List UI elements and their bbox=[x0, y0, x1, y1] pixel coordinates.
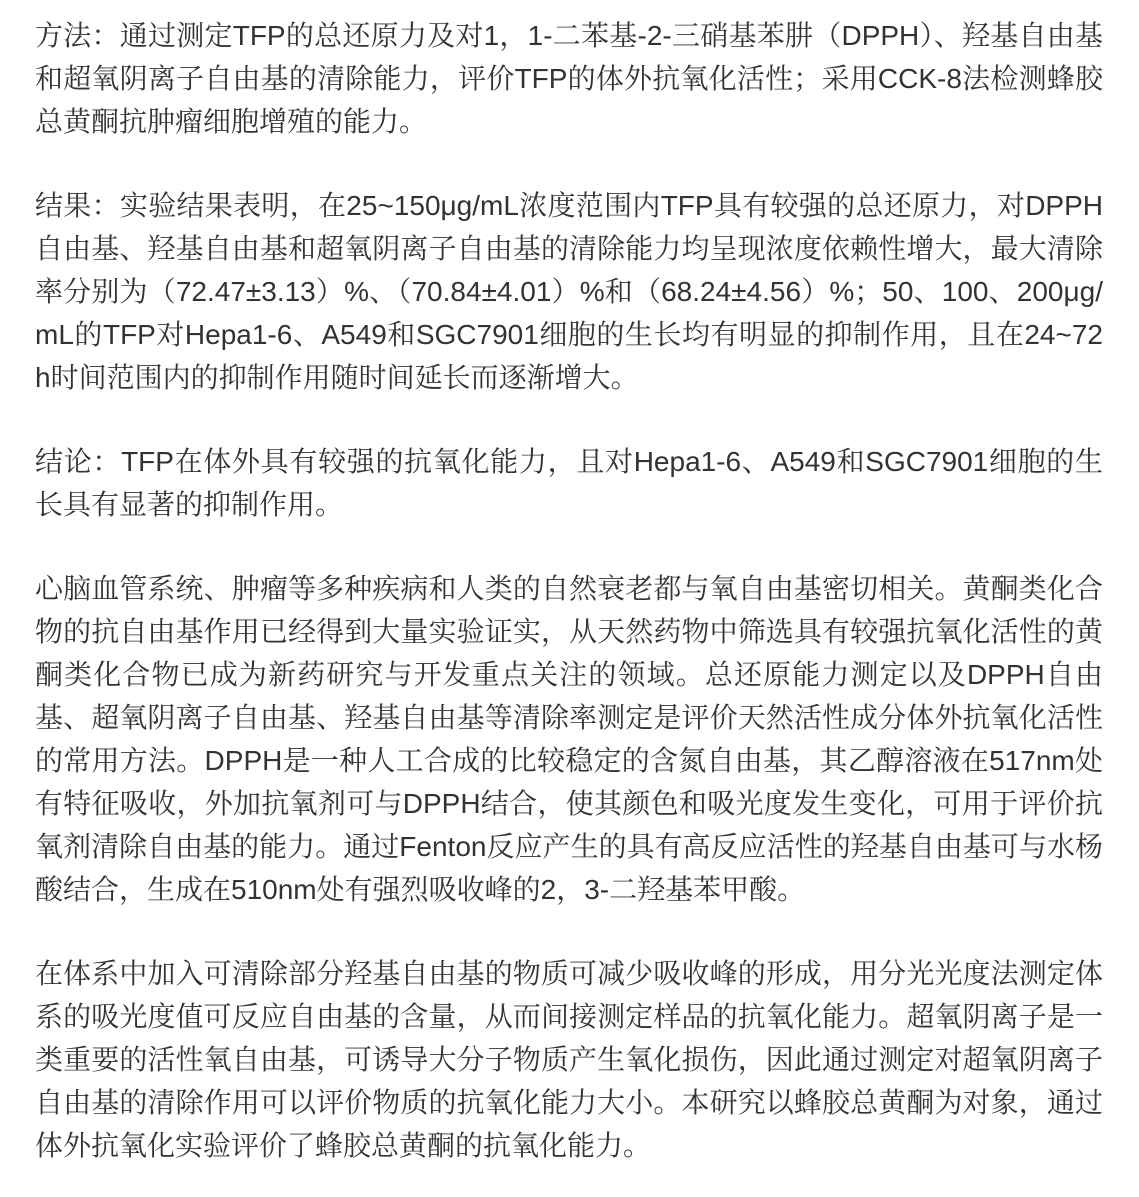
paragraph-results: 结果：实验结果表明，在25~150μg/mL浓度范围内TFP具有较强的总还原力，对DPPH自由基、羟基自由基和超氧阴离子自由基的清除能力均呈现浓度依赖性增大，最大清除率分别为（72.47±3.13）%、（70.84±4.01）%和（68.24±4.56）%；50、100、200μg/mL的TFP对Hepa1-6、A549和SGC7901细胞的生长均有明显的抑制作用，且在24~72h时间范围内的抑制作用随时间延长而逐渐增大。 bbox=[35, 190, 1103, 393]
paragraph-background-1: 心脑血管系统、肿瘤等多种疾病和人类的自然衰老都与氧自由基密切相关。黄酮类化合物的抗自由基作用已经得到大量实验证实，从天然药物中筛选具有较强抗氧化活性的黄酮类化合物已成为新药研究与开发重点关注的领域。总还原能力测定以及DPPH自由基、超氧阴离子自由基、羟基自由基等清除率测定是评价天然活性成分体外抗氧化活性的常用方法。DPPH是一种人工合成的比较稳定的含氮自由基，其乙醇溶液在517nm处有特征吸收，外加抗氧剂可与DPPH结合，使其颜色和吸光度发生变化，可用于评价抗氧剂清除自由基的能力。通过Fenton反应产生的具有高反应活性的羟基自由基可与水杨酸结合，生成在510nm处有强烈吸收峰的2，3-二羟基苯甲酸。 bbox=[35, 573, 1103, 905]
paragraph-methods: 方法：通过测定TFP的总还原力及对1，1-二苯基-2-三硝基苯肼（DPPH）、羟基自由基和超氧阴离子自由基的清除能力，评价TFP的体外抗氧化活性；采用CCK-8法检测蜂胶总黄酮抗肿瘤细胞增殖的能力。 bbox=[35, 20, 1103, 137]
paragraph-background-2: 在体系中加入可清除部分羟基自由基的物质可减少吸收峰的形成，用分光光度法测定体系的吸光度值可反应自由基的含量，从而间接测定样品的抗氧化能力。超氧阴离子是一类重要的活性氧自由基，可诱导大分子物质产生氧化损伤，因此通过测定对超氧阴离子自由基的清除作用可以评价物质的抗氧化能力大小。本研究以蜂胶总黄酮为对象，通过体外抗氧化实验评价了蜂胶总黄酮的抗氧化能力。 bbox=[35, 958, 1103, 1161]
paragraph-conclusion: 结论：TFP在体外具有较强的抗氧化能力，且对Hepa1-6、A549和SGC7901细胞的生长具有显著的抑制作用。 bbox=[35, 446, 1103, 520]
